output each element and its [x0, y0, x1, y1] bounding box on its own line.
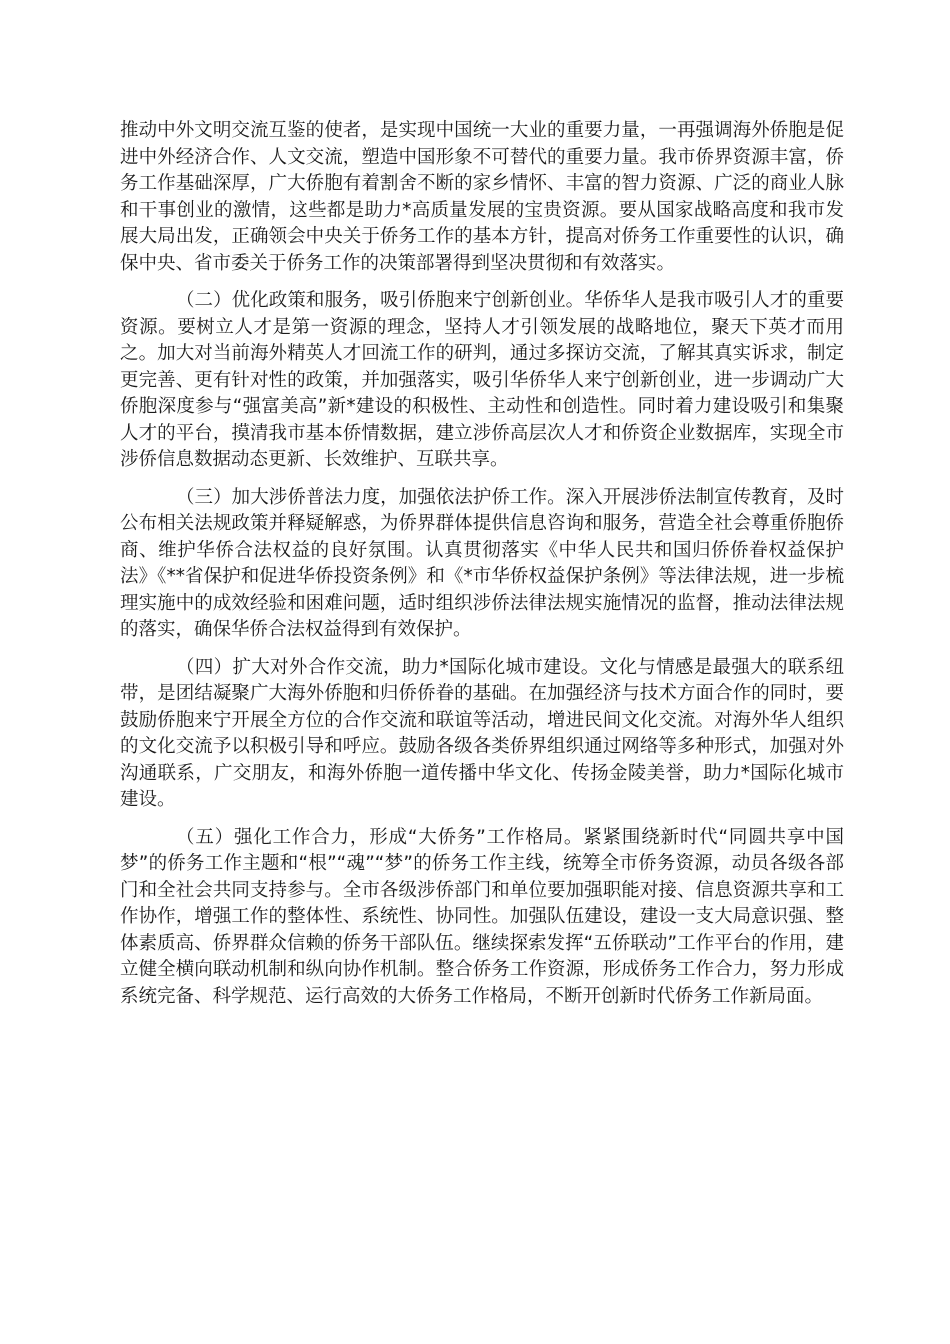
paragraph-text: 紧紧围绕新时代“同圆共享中国梦”的侨务工作主题和“根”“魂”“梦”的侨务工作主线，统筹全市侨务资源，动员各级各部门和全社会共同支持参与。全市各级涉侨部门和单位要加强职能对接、信息资源共享和工作协作，增强工作的整体性、系统性、协同性。加强队伍建设，建设一支大局意识强、整体素质高、侨界群众信赖的侨务干部队伍。继续探索发挥“五侨联动”工作平台的作用，建立健全横向联动机制和纵向协作机制。整合侨务工作资源，形成侨务工作合力，努力形成系统完备、科学规范、运行高效的大侨务工作格局，不断开创新时代侨务工作新局面。	[120, 826, 844, 1007]
document-body	[120, 118, 844, 1021]
paragraph-text: 推动中外文明交流互鉴的使者，是实现中国统一大业的重要力量，一再强调海外侨胞是促进中外经济合作、人文交流，塑造中国形象不可替代的重要力量。我市侨界资源丰富，侨务工作基础深厚，广大侨胞有着割舍不断的家乡情怀、丰富的智力资源、广泛的商业人脉和干事创业的激情，这些都是助力*高质量发展的宝贵资源。要从国家战略高度和我市发展大局出发，正确领会中央关于侨务工作的基本方针，提高对侨务工作重要性的认识，确保中央、省市委关于侨务工作的决策部署得到坚决贯彻和有效落实。	[120, 120, 844, 274]
paragraph-section-3	[120, 485, 844, 644]
paragraph-intro-continuation	[120, 118, 844, 277]
paragraph-section-5	[120, 825, 844, 1011]
section-heading-2: （二）优化政策和服务，吸引侨胞来宁创新创业。	[176, 290, 585, 311]
paragraph-text: 文化与情感是最强大的联系纽带，是团结凝聚广大海外侨胞和归侨侨眷的基础。在加强经济与技术方面合作的同时，要鼓励侨胞来宁开展全方位的合作交流和联谊等活动，增进民间文化交流。对海外华人组织的文化交流予以积极引导和呼应。鼓励各级各类侨界组织通过网络等多种形式，加强对外沟通联系，广交朋友，和海外侨胞一道传播中华文化、传扬金陵美誉，助力*国际化城市建设。	[120, 656, 844, 810]
paragraph-section-2	[120, 288, 844, 474]
paragraph-text: 华侨华人是我市吸引人才的重要资源。要树立人才是第一资源的理念，坚持人才引领发展的战略地位，聚天下英才而用之。加大对当前海外精英人才回流工作的研判，通过多探访交流，了解其真实诉求，制定更完善、更有针对性的政策，并加强落实，吸引华侨华人来宁创新创业，进一步调动广大侨胞深度参与“强富美高”新*建设的积极性、主动性和创造性。同时着力建设吸引和集聚人才的平台，摸清我市基本侨情数据，建立涉侨高层次人才和侨资企业数据库，实现全市涉侨信息数据动态更新、长效维护、互联共享。	[120, 290, 844, 470]
section-heading-5: （五）强化工作合力，形成“大侨务”工作格局。	[176, 826, 584, 848]
paragraph-section-4	[120, 655, 844, 814]
paragraph-text: 深入开展涉侨法制宣传教育，及时公布相关法规政策并释疑解惑，为侨界群体提供信息咨询和服务，营造全社会尊重侨胞侨商、维护华侨合法权益的良好氛围。认真贯彻落实《中华人民共和国归侨侨眷权益保护法》《**省保护和促进华侨投资条例》和《*市华侨权益保护条例》等法律法规，进一步梳理实施中的成效经验和困难问题，适时组织涉侨法律法规实施情况的监督，推动法律法规的落实，确保华侨合法权益得到有效保护。	[120, 486, 844, 640]
section-heading-3: （三）加大涉侨普法力度，加强依法护侨工作。	[176, 486, 566, 508]
section-heading-4: （四）扩大对外合作交流，助力*国际化城市建设。	[176, 656, 600, 678]
